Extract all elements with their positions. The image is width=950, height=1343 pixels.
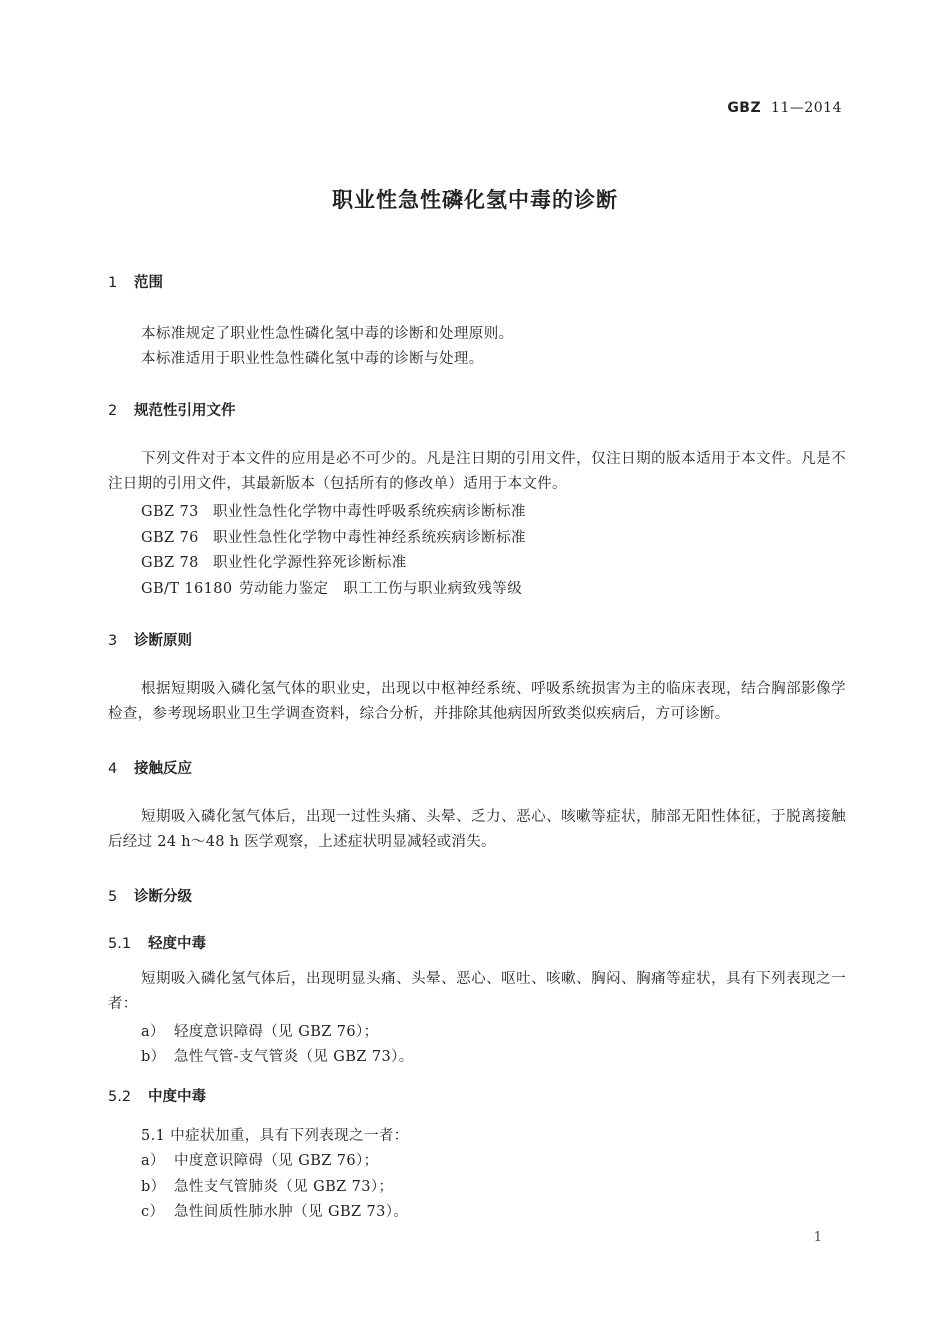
reference-title: 职业性急性化学物中毒性神经系统疾病诊断标准 [213, 530, 526, 546]
list-text: 中度意识障碍（见 GBZ 76）； [174, 1153, 379, 1169]
section-title: 范围 [134, 275, 163, 291]
section-1-heading [108, 271, 163, 292]
list-text: 急性间质性肺水肿（见 GBZ 73）。 [174, 1204, 409, 1220]
list-marker: c） [141, 1204, 165, 1220]
section-number: 5 [108, 889, 118, 905]
section-title: 接触反应 [134, 761, 192, 777]
subsection-title: 轻度中毒 [148, 936, 206, 952]
reference-code: GBZ 78 [141, 555, 199, 571]
section-number: 1 [108, 275, 118, 291]
reference-code: GBZ 76 [141, 530, 199, 546]
list-marker: a） [141, 1153, 165, 1169]
section-4-heading [108, 757, 192, 778]
list-item [141, 1149, 379, 1170]
reference-code: GBZ 73 [141, 504, 199, 520]
section-number: 2 [108, 403, 118, 419]
reference-item [141, 577, 522, 598]
reference-item [141, 526, 526, 547]
standard-code [727, 100, 842, 116]
section-title: 诊断分级 [134, 889, 192, 905]
section-number: 4 [108, 761, 118, 777]
section-3-heading [108, 629, 192, 650]
reference-title: 职业性化学源性猝死诊断标准 [213, 555, 407, 571]
section-4-text: 短期吸入磷化氢气体后，出现一过性头痛、头晕、乏力、恶心、咳嗽等症状，肺部无阳性体征，于脱离接触后经过 24 h～48 h 医学观察，上述症状明显减轻或消失。 [108, 809, 846, 850]
section-5-2-heading [108, 1085, 206, 1106]
subsection-number: 5.2 [108, 1089, 132, 1105]
reference-title: 劳动能力鉴定 职工工伤与职业病致残等级 [239, 581, 523, 597]
list-text: 轻度意识障碍（见 GBZ 76）； [174, 1024, 379, 1040]
list-marker: b） [141, 1049, 166, 1065]
list-marker: a） [141, 1024, 165, 1040]
section-2-intro: 下列文件对于本文件的应用是必不可少的。凡是注日期的引用文件，仅注日期的版本适用于本文件。凡是不注日期的引用文件，其最新版本（包括所有的修改单）适用于本文件。 [108, 451, 846, 492]
section-title: 规范性引用文件 [134, 403, 236, 419]
list-item [141, 1175, 393, 1196]
section-1-line-2: 本标准适用于职业性急性磷化氢中毒的诊断与处理。 [141, 351, 484, 367]
subsection-number: 5.1 [108, 936, 132, 952]
list-text: 急性气管-支气管炎（见 GBZ 73）。 [174, 1049, 414, 1065]
section-5-2-text: 5.1 中症状加重，具有下列表现之一者： [141, 1128, 409, 1144]
reference-code: GB/T 16180 [141, 581, 233, 597]
list-text: 急性支气管肺炎（见 GBZ 73）； [174, 1179, 394, 1195]
standard-code-prefix: GBZ [727, 100, 762, 116]
list-marker: b） [141, 1179, 166, 1195]
reference-title: 职业性急性化学物中毒性呼吸系统疾病诊断标准 [213, 504, 526, 520]
list-item [141, 1020, 379, 1041]
section-2-heading [108, 399, 236, 420]
document-title: 职业性急性磷化氢中毒的诊断 [332, 188, 618, 212]
section-5-1-heading [108, 932, 206, 953]
standard-code-number: 11—2014 [771, 100, 842, 116]
reference-item [141, 500, 526, 521]
subsection-title: 中度中毒 [148, 1089, 206, 1105]
section-5-1-text: 短期吸入磷化氢气体后，出现明显头痛、头晕、恶心、呕吐、咳嗽、胸闷、胸痛等症状，具有下列表现之一者： [108, 971, 846, 1012]
section-1-line-1: 本标准规定了职业性急性磷化氢中毒的诊断和处理原则。 [141, 326, 514, 342]
section-3-text: 根据短期吸入磷化氢气体的职业史，出现以中枢神经系统、呼吸系统损害为主的临床表现，结合胸部影像学检查，参考现场职业卫生学调查资料，综合分析，并排除其他病因所致类似疾病后，方可诊断。 [108, 681, 846, 722]
reference-item [141, 551, 407, 572]
page-number: 1 [813, 1230, 822, 1245]
list-item [141, 1045, 414, 1066]
section-5-heading [108, 885, 192, 906]
list-item [141, 1200, 408, 1221]
section-title: 诊断原则 [134, 633, 192, 649]
section-number: 3 [108, 633, 118, 649]
